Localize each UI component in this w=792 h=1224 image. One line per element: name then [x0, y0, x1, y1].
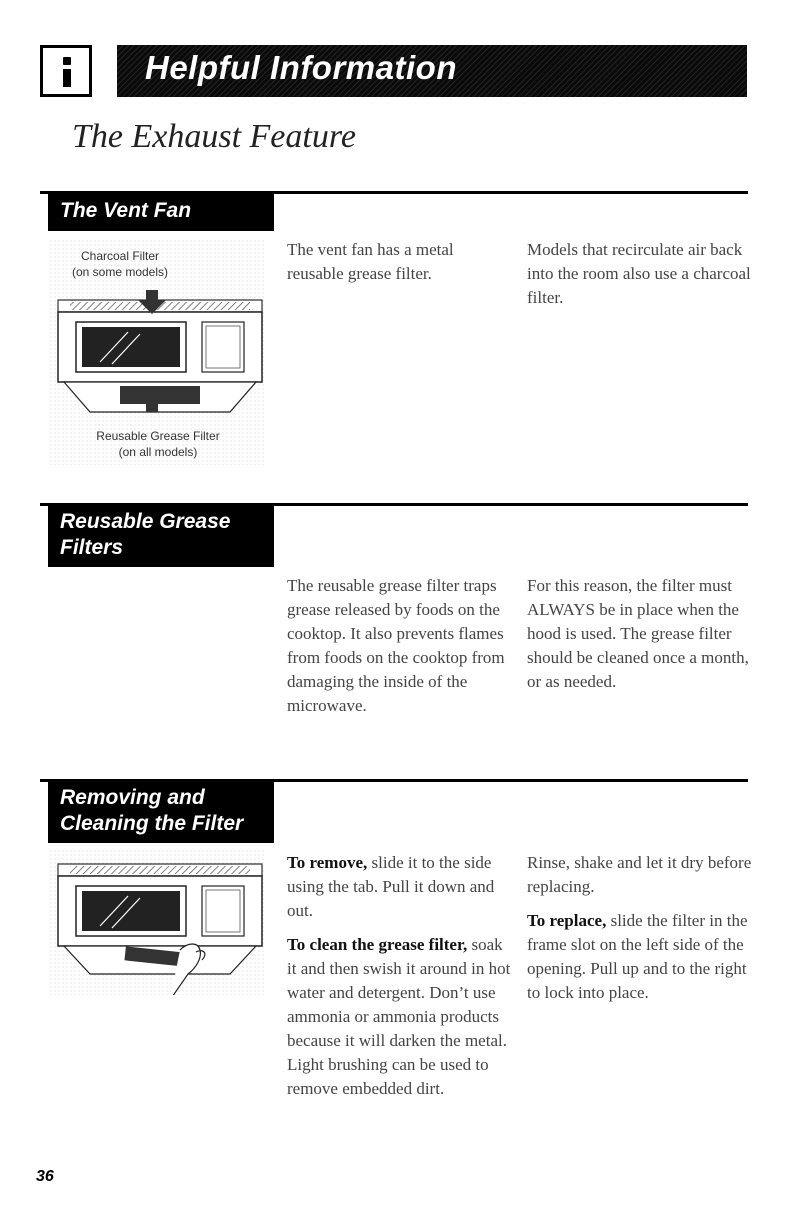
section-heading-vent-fan: The Vent Fan: [48, 191, 274, 231]
grease-filters-text-col2: For this reason, the filter must ALWAYS be in place when the hood is used. The grease filter should be cleaned once a month, or as needed.: [527, 576, 749, 691]
section-subtitle: The Exhaust Feature: [72, 118, 356, 155]
grease-filters-text-col1: The reusable grease filter traps grease released by foods on the cooktop. It also prevents flames from foods on the cooktop from damaging the inside of the microwave.: [287, 576, 505, 715]
grease-filter-caption: Reusable Grease Filter (on all models): [96, 429, 220, 459]
title-banner: [117, 45, 747, 97]
vent-fan-text-col1: The vent fan has a metal reusable grease filter.: [287, 240, 454, 283]
filter-removal-diagram: [50, 850, 265, 995]
page-number: 36: [36, 1168, 54, 1185]
section-heading-removing-cleaning: Removing and Cleaning the Filter: [48, 779, 274, 843]
charcoal-filter-caption: Charcoal Filter (on some models): [71, 249, 169, 279]
vent-fan-text-col2: Models that recirculate air back into the room also use a charcoal filter.: [527, 240, 751, 307]
page-title: Helpful Information: [145, 49, 457, 86]
section-heading-grease-filters: Reusable Grease Filters: [48, 503, 274, 567]
removing-text-col2: Rinse, shake and let it dry before replacing. To replace, slide the filter in the frame slot on the left side of the opening. Pull up and to the right to lock into place.: [527, 853, 752, 1002]
removing-text-col1: To remove, slide it to the side using the tab. Pull it down and out. To clean the grease filter, soak it and then swish it around in hot water and detergent. Don’t use ammonia or ammonia products because it will darken the metal. Light brushing can be used to remove embedded dirt.: [287, 853, 511, 1098]
info-icon: [40, 45, 92, 97]
